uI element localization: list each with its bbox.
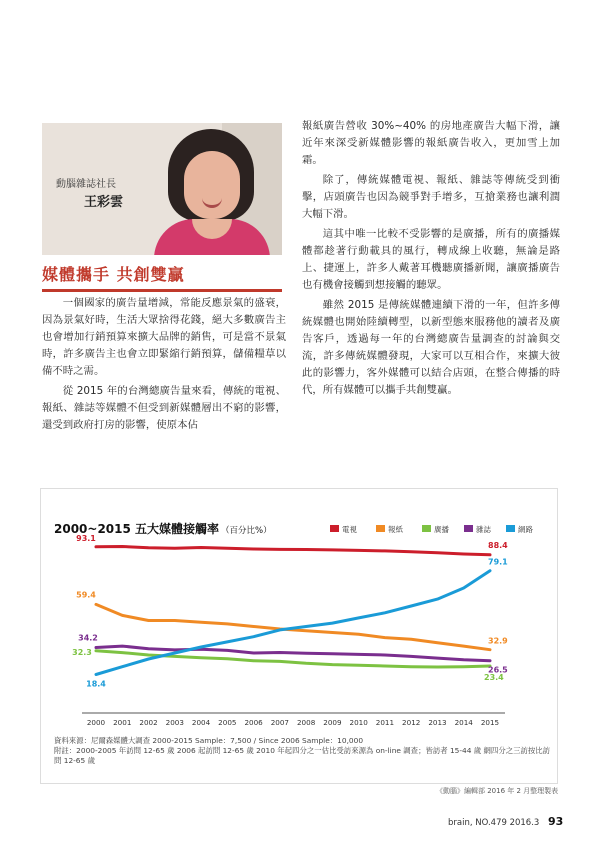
legend-swatch bbox=[376, 525, 385, 532]
chart-unit: （百分比%） bbox=[221, 526, 272, 536]
x-tick-label: 2003 bbox=[165, 718, 184, 727]
legend-swatch bbox=[506, 525, 515, 532]
paragraph: 報紙廣告營收 30%~40% 的房地產廣告大幅下滑，讓近年來深受新媒體影響的報紙廣告收入，更加雪上加霜。 bbox=[302, 120, 560, 166]
x-tick-label: 2015 bbox=[480, 718, 500, 727]
footnote: 附註：2000-2005 年訪問 12-65 歲 2006 起訪問 12-65 歲 2010 年起四分之一估比受訪來源為 on-line 調查；皆訪者 15-44 歲 網四分之三訪按比訪問 12-65 歲 bbox=[54, 746, 551, 765]
legend-label: 雜誌 bbox=[476, 525, 491, 534]
legend-label: 網路 bbox=[518, 525, 533, 534]
chart-credit: 《動腦》編輯部 2016 年 2 月整理製表 bbox=[436, 787, 559, 795]
profile-name: 王彩雲 bbox=[84, 195, 124, 210]
x-tick-label: 2011 bbox=[375, 718, 395, 727]
x-tick-label: 2006 bbox=[244, 718, 263, 727]
paragraph: 這其中唯一比較不受影響的是廣播，所有的廣播媒體都趁著行動載具的風行，轉成線上收聽，無論是路上、捷運上，許多人戴著耳機聽廣播新聞，讓廣播廣告也有機會接觸到想接觸的聽眾。 bbox=[302, 228, 560, 291]
x-tick-label: 2005 bbox=[218, 718, 237, 727]
article-headline: 媒體攜手 共創雙贏 bbox=[42, 265, 185, 284]
data-label-start: 59.4 bbox=[76, 590, 96, 600]
issue-footer: brain, NO.479 2016.3 bbox=[448, 818, 540, 828]
x-tick-label: 2004 bbox=[191, 718, 211, 727]
x-tick-label: 2012 bbox=[402, 718, 421, 727]
data-label-end: 79.1 bbox=[488, 557, 508, 567]
legend-swatch bbox=[330, 525, 339, 532]
data-label-start: 32.3 bbox=[72, 647, 92, 657]
chart-title-text: 2000~2015 五大媒體接觸率 bbox=[54, 522, 220, 536]
data-label-end: 88.4 bbox=[488, 540, 508, 550]
data-label-start: 93.1 bbox=[76, 533, 96, 543]
paragraph: 一個國家的廣告量增減，常能反應景氣的盛衰，因為景氣好時，生活大眾捨得花錢，絕大多數廣告主也會增加行銷預算來擴大品牌的銷售，可是當不景氣時，許多廣告主也會立即緊縮行銷預算，儲備糧草以備不時之需。 bbox=[42, 297, 286, 377]
legend-label: 廣播 bbox=[434, 525, 449, 534]
x-tick-label: 2014 bbox=[454, 718, 473, 727]
legend-swatch bbox=[464, 525, 473, 532]
x-tick-label: 2013 bbox=[428, 718, 447, 727]
legend-label: 報紙 bbox=[388, 525, 403, 534]
data-label-end: 26.5 bbox=[488, 665, 508, 675]
data-label-end: 32.9 bbox=[488, 636, 508, 646]
page-number: 93 bbox=[548, 815, 564, 828]
data-label-end: 23.4 bbox=[484, 672, 504, 682]
x-tick-label: 2007 bbox=[270, 718, 290, 727]
chart-notes bbox=[54, 736, 554, 766]
paragraph: 除了，傳統媒體電視、報紙、雜誌等傳統受到衝擊，店頭廣告也因為競爭對手增多，互搶業務也讓利潤大幅下滑。 bbox=[302, 174, 560, 220]
x-tick-label: 2008 bbox=[296, 718, 316, 727]
x-tick-label: 2000 bbox=[86, 718, 106, 727]
source-note: 資料來源：尼爾森媒體大調查 2000-2015 Sample：7,500 / Since 2006 Sample：10,000 bbox=[54, 736, 364, 745]
legend-swatch bbox=[422, 525, 431, 532]
data-label-start: 18.4 bbox=[86, 679, 106, 689]
series-line-tv bbox=[96, 547, 490, 555]
data-label-start: 34.2 bbox=[78, 633, 98, 643]
legend-label: 電視 bbox=[342, 525, 357, 534]
x-tick-label: 2009 bbox=[323, 718, 342, 727]
x-tick-label: 2002 bbox=[139, 718, 158, 727]
profile-role: 動腦雜誌社長 bbox=[56, 179, 116, 190]
x-tick-label: 2001 bbox=[113, 718, 132, 727]
x-tick-label: 2010 bbox=[349, 718, 368, 727]
paragraph: 從 2015 年的台灣總廣告量來看，傳統的電視、報紙、雜誌等媒體不但受到新媒體層出不窮的影響，還受到政府打房的影響，使原本佔 bbox=[42, 385, 286, 431]
paragraph: 雖然 2015 是傳統媒體連續下滑的一年，但許多傳統媒體也開始陸續轉型，以新型態來服務他的讀者及廣告客戶，透過每一年的台灣總廣告量調查的討論與交流，許多傳統媒體發現，大家可以互相合作，來擴大彼此的影響力，客外媒體可以結合店頭，在整合傳播的時代，所有媒體可以攜手共創雙贏。 bbox=[302, 299, 560, 396]
